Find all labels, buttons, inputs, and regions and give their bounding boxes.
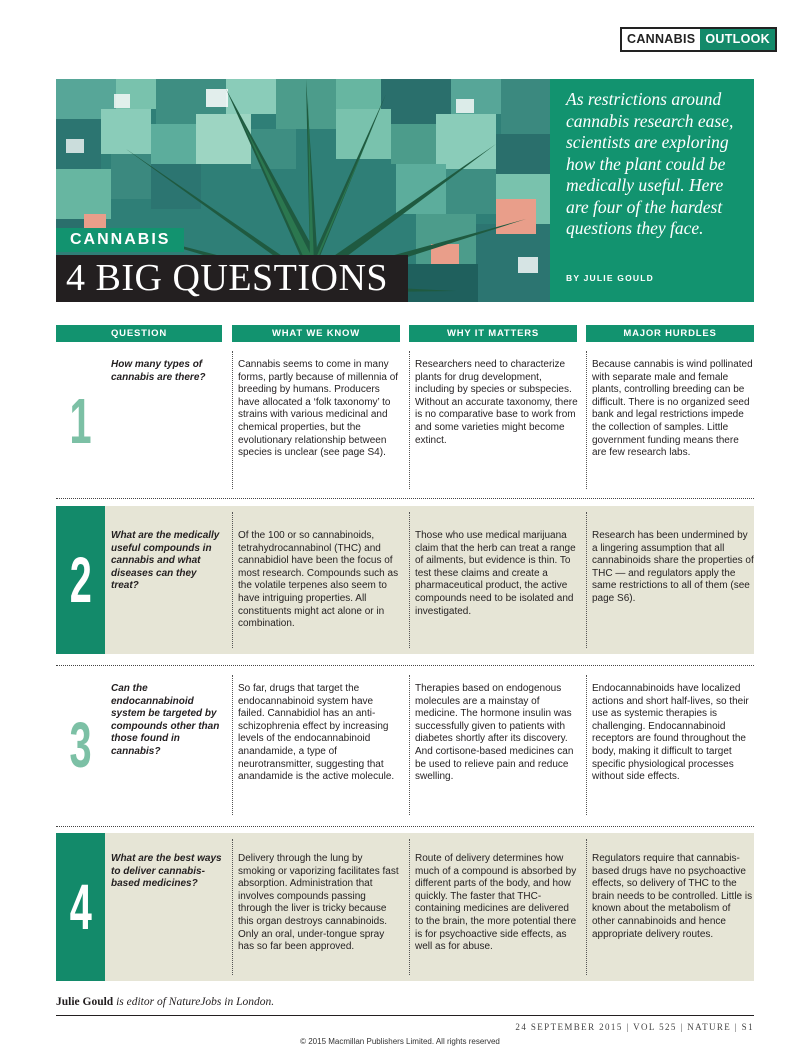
column-divider <box>586 839 587 975</box>
page-folio: 24 SEPTEMBER 2015 | VOL 525 | NATURE | S1 <box>515 1022 754 1032</box>
row-number-label: 4 <box>69 871 92 943</box>
copyright: © 2015 Macmillan Publishers Limited. All rights reserved <box>300 1037 500 1046</box>
row-major-hurdles: Endocannabinoids have localized actions and short half-lives, so their use as systemic therapies is challenging. Endocannabinoid receptors are found throughout the body, making it difficult to target specific physiological processes without side effects. <box>592 683 749 783</box>
row-question: Can the endocannabinoid system be targeted by compounds other than those found in cannabis? <box>111 683 220 757</box>
column-divider <box>586 351 587 489</box>
row-number <box>56 506 105 654</box>
column-divider <box>409 351 410 489</box>
column-divider <box>409 512 410 648</box>
row-question: What are the best ways to deliver cannabis-based medicines? <box>111 853 222 889</box>
section-tag-left: CANNABIS <box>622 29 700 50</box>
row-divider <box>56 665 754 666</box>
hero-kicker: CANNABIS <box>56 228 184 252</box>
table-row <box>56 833 754 981</box>
row-major-hurdles: Research has been undermined by a lingering assumption that all cannabinoids share the properties of THC — and regulators apply the same restrictions to all of them (see page S6). <box>592 530 754 604</box>
column-divider <box>409 675 410 815</box>
column-divider <box>409 839 410 975</box>
byline: BY JULIE GOULD <box>566 273 654 283</box>
section-tag <box>620 27 777 52</box>
row-why-it-matters: Researchers need to characterize plants for drug development, including by species or subspecies. Without an accurate taxonomy, there is no comparative base to work from and some varieties might become extinct. <box>415 359 578 446</box>
hero-banner <box>56 79 754 302</box>
row-what-we-know: Cannabis seems to come in many forms, partly because of millennia of breeding by humans. Producers have allocated a ‘folk taxonomy’ to strains with various medicinal and chemical properties, but the evolutionary relationship between species is unclear (see page S4). <box>238 359 399 459</box>
page-title: 4 BIG QUESTIONS <box>56 255 408 302</box>
column-divider <box>586 512 587 648</box>
row-question: What are the medically useful compounds in cannabis and what diseases can they treat? <box>111 530 220 591</box>
author-name: Julie Gould <box>56 996 114 1008</box>
row-what-we-know: So far, drugs that target the endocannabinoid system have failed. Cannabidiol has an anti-schizophrenia effect by increasing levels of the endocannabinoid anandamide, a type of neurotransmitter, suggesting that anandamide is the active molecule. <box>238 683 395 783</box>
author-note-tail: in London. <box>221 996 275 1008</box>
standfirst: As restrictions around cannabis research ease, scientists are exploring how the plant could be medically useful. Here are four of the hardest questions they face. <box>566 89 734 238</box>
row-number: 1 <box>69 385 92 457</box>
row-divider <box>56 826 754 827</box>
column-header-question: QUESTION <box>56 325 222 342</box>
column-header-what-we-know: WHAT WE KNOW <box>232 325 400 342</box>
row-what-we-know: Of the 100 or so cannabinoids, tetrahydrocannabinol (THC) and cannabidiol have been the focus of most research. Compounds such as the volatile terpenes also seem to have intriguing properties. All constituents might act alone or in combination. <box>238 530 399 630</box>
row-divider <box>56 498 754 499</box>
column-divider <box>586 675 587 815</box>
footer-rule <box>56 1015 754 1016</box>
row-number-label: 2 <box>69 544 92 616</box>
column-header-major-hurdles: MAJOR HURDLES <box>586 325 754 342</box>
column-divider <box>232 675 233 815</box>
row-what-we-know: Delivery through the lung by smoking or vaporizing facilitates fast absorption. Administration that involves compounds passing through the liver is tricky because this organ destroys cannabinoids. Only an oral, under-tongue spray has so far been approved. <box>238 853 399 953</box>
author-note-publication: NatureJobs <box>168 996 222 1008</box>
row-number <box>56 833 105 981</box>
column-divider <box>232 512 233 648</box>
row-number: 3 <box>69 709 92 781</box>
table-row <box>56 506 754 654</box>
row-major-hurdles: Regulators require that cannabis-based drugs have no psychoactive effects, so delivery of THC to the brain needs to be controlled. Little is known about the metabolism of other cannabinoids and hence appropriate delivery routes. <box>592 853 753 940</box>
table-row <box>56 671 754 819</box>
column-divider <box>232 839 233 975</box>
section-tag-right: OUTLOOK <box>700 29 775 50</box>
table-row <box>56 347 754 495</box>
row-why-it-matters: Route of delivery determines how much of a compound is absorbed by different parts of the body, and how quickly. The faster that THC-containing medicines are delivered to the brain, the more potential there is for psychoactive side effects, as well as for abuse. <box>415 853 577 953</box>
author-note <box>56 996 274 1008</box>
row-why-it-matters: Those who use medical marijuana claim that the herb can treat a range of ailments, but evidence is thin. To test these claims and create a pharmaceutical product, the active compounds need to be isolated and investigated. <box>415 530 576 617</box>
column-divider <box>232 351 233 489</box>
row-major-hurdles: Because cannabis is wind pollinated with separate male and female plants, controlling breeding can be difficult. There is no organized seed bank and legal restrictions impede the collection of samples. Little government funding means there are few research labs. <box>592 359 753 459</box>
row-why-it-matters: Therapies based on endogenous molecules are a mainstay of medicine. The hormone insulin was successfully given to patients with diabetes shortly after its discovery. And cortisone-based medicines can be used to relieve pain and reduce swelling. <box>415 683 574 783</box>
column-header-why-it-matters: WHY IT MATTERS <box>409 325 577 342</box>
row-question: How many types of cannabis are there? <box>111 359 206 383</box>
author-note-middle: is editor of <box>113 996 169 1008</box>
